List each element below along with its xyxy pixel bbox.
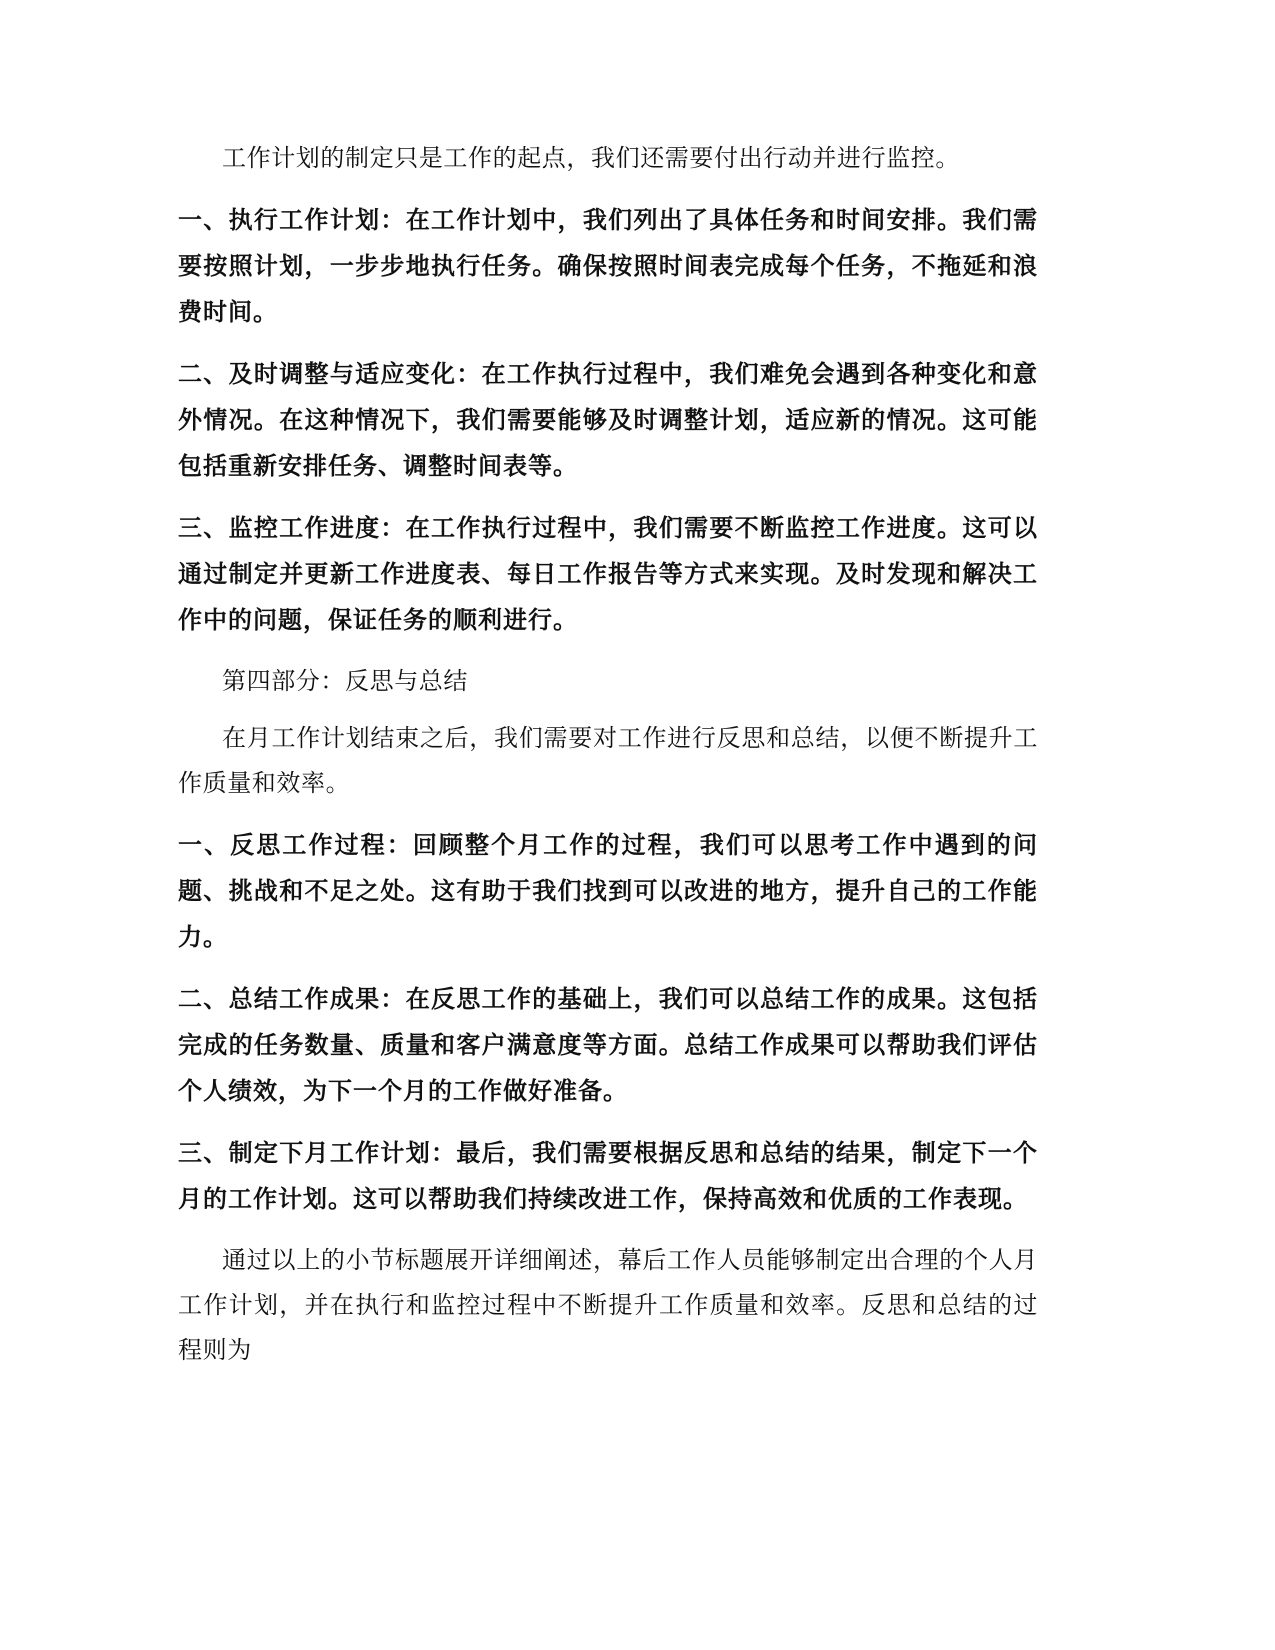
closing-paragraph: 通过以上的小节标题展开详细阐述，幕后工作人员能够制定出合理的个人月工作计划，并在执行和监控过程中不断提升工作质量和效率。反思和总结的过程则为: [178, 1246, 1038, 1364]
intro-paragraph: 工作计划的制定只是工作的起点，我们还需要付出行动并进行监控。: [222, 144, 960, 172]
document-page: [178, 136, 1038, 1389]
reflect-process-paragraph: 一、反思工作过程：回顾整个月工作的过程，我们可以思考工作中遇到的问题、挑战和不足之处。这有助于我们找到可以改进的地方，提升自己的工作能力。: [178, 831, 1038, 951]
reflection-intro-paragraph: 在月工作计划结束之后，我们需要对工作进行反思和总结，以便不断提升工作质量和效率。: [178, 724, 1038, 797]
execute-plan-paragraph: 一、执行工作计划：在工作计划中，我们列出了具体任务和时间安排。我们需要按照计划，一步步地执行任务。确保按照时间表完成每个任务，不拖延和浪费时间。: [178, 206, 1038, 326]
next-month-plan-paragraph: 三、制定下月工作计划：最后，我们需要根据反思和总结的结果，制定下一个月的工作计划。这可以帮助我们持续改进工作，保持高效和优质的工作表现。: [178, 1139, 1038, 1213]
adjust-adapt-paragraph: 二、及时调整与适应变化：在工作执行过程中，我们难免会遇到各种变化和意外情况。在这种情况下，我们需要能够及时调整计划，适应新的情况。这可能包括重新安排任务、调整时间表等。: [178, 360, 1038, 480]
section-four-heading: 第四部分：反思与总结: [222, 667, 468, 695]
monitor-progress-paragraph: 三、监控工作进度：在工作执行过程中，我们需要不断监控工作进度。这可以通过制定并更新工作进度表、每日工作报告等方式来实现。及时发现和解决工作中的问题，保证任务的顺利进行。: [178, 514, 1038, 634]
summarize-results-paragraph: 二、总结工作成果：在反思工作的基础上，我们可以总结工作的成果。这包括完成的任务数量、质量和客户满意度等方面。总结工作成果可以帮助我们评估个人绩效，为下一个月的工作做好准备。: [178, 985, 1038, 1105]
